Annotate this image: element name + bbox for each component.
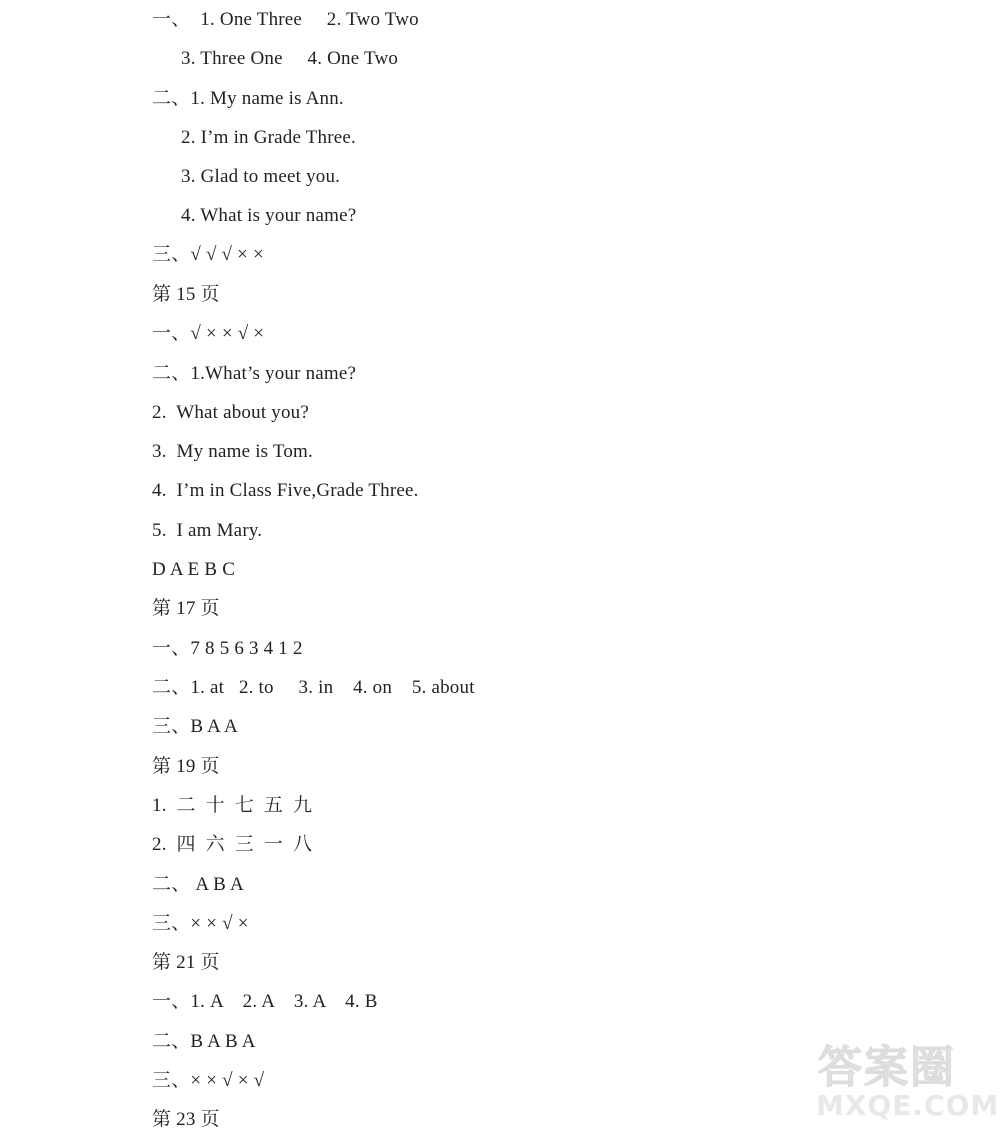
- page-heading: 第 17 页: [152, 598, 220, 619]
- answer-line: 一、1. A 2. A 3. A 4. B: [152, 991, 378, 1012]
- answer-line: 4. What is your name?: [181, 205, 357, 226]
- answer-line: 三、B A A: [152, 716, 238, 737]
- answer-line: 3. Three One 4. One Two: [181, 48, 399, 69]
- page-heading: 第 23 页: [152, 1109, 220, 1130]
- answer-line: 4. I’m in Class Five,Grade Three.: [152, 480, 419, 501]
- watermark-brand-text: 答案圈: [818, 1042, 956, 1093]
- answer-line: 二、 A B A: [152, 874, 244, 895]
- answer-line: 三、√ √ √ × ×: [152, 244, 264, 265]
- answer-line: 3. My name is Tom.: [152, 441, 313, 462]
- answer-line: 二、1. at 2. to 3. in 4. on 5. about: [152, 677, 475, 698]
- answer-line: 二、1.What’s your name?: [152, 363, 357, 384]
- answer-line: 三、× × √ × √: [152, 1070, 265, 1091]
- answer-line: 1. 二 十 七 五 九: [152, 795, 313, 816]
- watermark-logo: [816, 1031, 1000, 1131]
- answer-line: 2. 四 六 三 一 八: [152, 834, 313, 855]
- answer-line: 3. Glad to meet you.: [181, 166, 341, 187]
- answer-line: 一、√ × × √ ×: [152, 323, 265, 344]
- answer-line: 三、× × √ ×: [152, 913, 249, 934]
- answer-line: 一、 1. One Three 2. Two Two: [152, 9, 419, 30]
- answer-line: 2. I’m in Grade Three.: [181, 127, 356, 148]
- page-heading: 第 19 页: [152, 756, 220, 777]
- page-heading: 第 21 页: [152, 952, 220, 973]
- answer-line: 二、1. My name is Ann.: [152, 88, 344, 109]
- answer-line: D A E B C: [152, 559, 236, 580]
- answer-line: 5. I am Mary.: [152, 520, 263, 541]
- answer-line: 二、B A B A: [152, 1031, 256, 1052]
- answer-line: 2. What about you?: [152, 402, 309, 423]
- answer-line: 一、7 8 5 6 3 4 1 2: [152, 638, 303, 659]
- watermark-url-text: MXQE.COM: [816, 1089, 1000, 1122]
- page-heading: 第 15 页: [152, 284, 220, 305]
